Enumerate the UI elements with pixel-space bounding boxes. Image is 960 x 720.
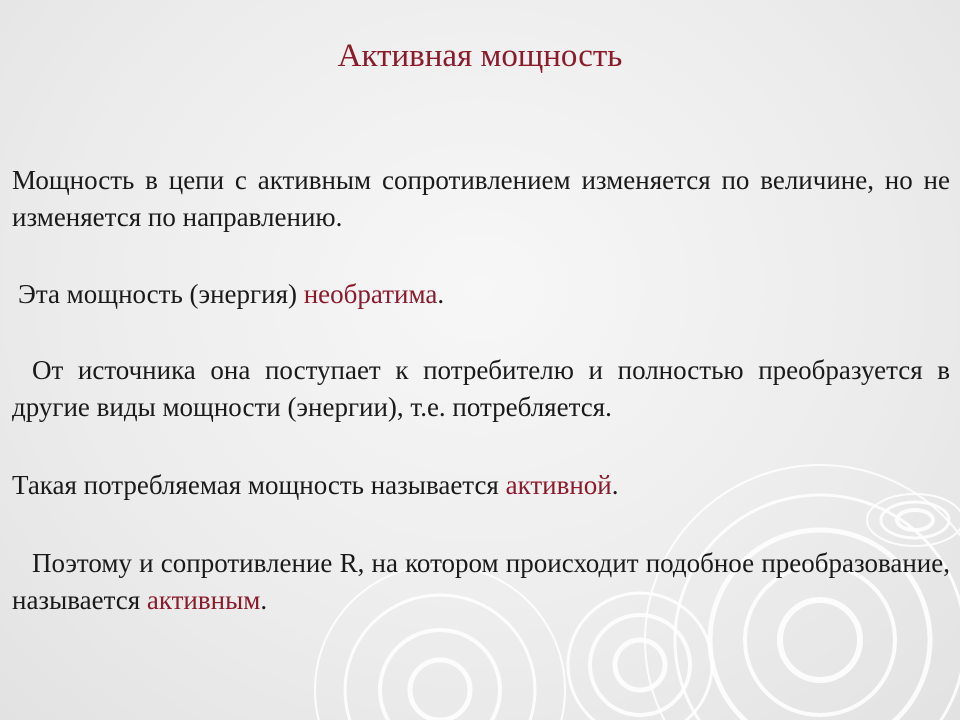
term-active-resistance: активным [146, 585, 261, 615]
paragraph-consumed [12, 352, 950, 426]
paragraph-irreversible-text: Эта мощность (энергия) [18, 279, 304, 309]
paragraph-active-power [12, 467, 950, 504]
paragraph-active-resistance-end: . [260, 585, 268, 615]
paragraph-active-resistance-text: Поэтому и сопротивление R, на котором происходит подобное преобразование, называется [12, 548, 950, 615]
paragraph-irreversible [18, 276, 950, 313]
paragraph-irreversible-end: . [437, 279, 445, 309]
paragraph-consumed-text: От источника она поступает к потребителю и полностью преобразуется в другие виды мощности (энергии), т.е. потребляется. [12, 355, 950, 422]
term-irreversible: необратима [303, 279, 438, 309]
slide-title: Активная мощность [337, 38, 623, 74]
paragraph-active-power-end: . [611, 470, 619, 500]
paragraph-power-varies: Мощность в цепи с активным сопротивлением изменяется по величине, но не изменяется по направлению. [12, 165, 950, 232]
term-active-power: активной [505, 470, 612, 500]
paragraph-active-resistance [12, 545, 950, 619]
paragraph-active-power-text: Такая потребляемая мощность называется [12, 470, 506, 500]
